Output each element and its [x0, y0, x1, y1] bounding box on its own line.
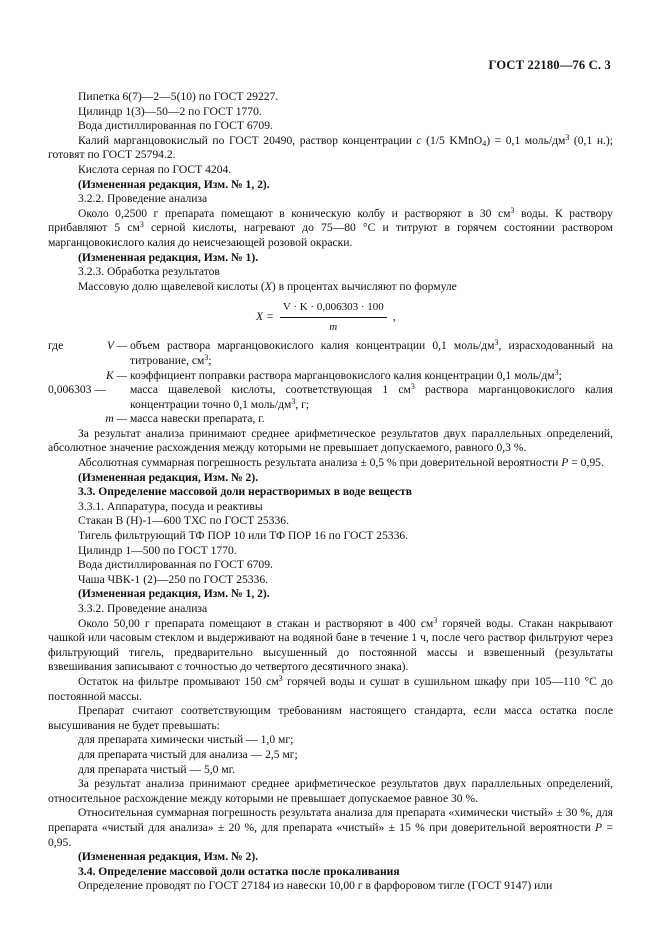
def-symbol-m: m — — [105, 412, 127, 426]
formula-numerator: V · K · 0,006303 · 100 — [280, 300, 387, 318]
paragraph: Остаток на фильтре промывают 150 $см^3$ горячей воды и сушат в сушильном шкафу при 105—110 °С до постоянной массы. — [48, 673, 613, 703]
reagent-line: Цилиндр 1(3)—50—2 по ГОСТ 1770. — [78, 104, 262, 118]
variable-definitions — [48, 339, 613, 427]
section-heading: 3.3.2. Проведение анализа — [78, 602, 208, 615]
section-heading-bold: 3.3. Определение массовой доли нерастворимых в воде веществ — [78, 485, 413, 499]
formula-fraction — [280, 300, 387, 334]
def-symbol-k: K — — [106, 368, 127, 382]
reagent-line: Пипетка 6(7)—2—5(10) по ГОСТ 29227. — [78, 90, 279, 103]
section-heading-bold: 3.4. Определение массовой доли остатка после прокаливания — [78, 864, 400, 878]
section-heading: 3.2.3. Обработка результатов — [78, 265, 220, 279]
apparatus-line: Цилиндр 1—500 по ГОСТ 1770. — [78, 543, 237, 557]
def-symbol-v: V — — [106, 339, 127, 353]
def-symbol-const: 0,006303 — — [48, 383, 106, 397]
apparatus-line: Тигель фильтрующий ТФ ПОР 10 или ТФ ПОР 16 по ГОСТ 25336. — [78, 529, 409, 543]
apparatus-line: Чаша ЧВК-1 (2)—250 по ГОСТ 25336. — [78, 572, 269, 586]
revision-note: (Измененная редакция, Изм. № 2). — [78, 850, 259, 864]
formula-denominator: m — [329, 320, 338, 333]
section-heading: 3.3.1. Аппаратура, посуда и реактивы — [78, 499, 263, 513]
paragraph: Определение проводят по ГОСТ 27184 из навески 10,00 г в фарфоровом тигле (ГОСТ 9147) или — [78, 879, 553, 893]
reagent-line: Вода дистиллированная по ГОСТ 6709. — [78, 119, 273, 133]
formula-lhs: X = — [256, 310, 274, 324]
revision-note: (Измененная редакция, Изм. № 2). — [78, 470, 259, 484]
paragraph: Абсолютная суммарная погрешность результата анализа ± 0,5 % при доверительной вероятности P = 0,95. — [78, 456, 604, 470]
apparatus-line: Вода дистиллированная по ГОСТ 6709. — [78, 558, 273, 572]
revision-note: (Измененная редакция, Изм. № 1, 2). — [78, 177, 270, 191]
def-text-v: объем раствора марганцовокислого калия концентрации 0,1 моль/$дм^3$, израсходованный на титрование, $см^3$; — [130, 338, 613, 367]
paragraph: Массовую долю щавелевой кислоты (X) в процентах вычисляют по формуле — [78, 279, 457, 293]
paragraph: Около 50,00 г препарата помещают в стакан и растворяют в 400 $см^3$ горячей воды. Стакан накрывают чашкой или часовым стеклом и выдерживают на водяной бане в течение 1 ч, после чего раствор фильтруют через фильтрующий тигель, предварительно высушенный до постоянной массы и взвешенный (результаты взвешивания записывают с точностью до четвертого десятичного знака). — [48, 615, 613, 674]
def-text-k: коэффициент поправки раствора марганцовокислого калия концентрации 0,1 моль/$дм^3$; — [130, 367, 562, 382]
paragraph: Около 0,2500 г препарата помещают в коническую колбу и растворяют в 30 $см^3$ воды. К раствору прибавляют 5 $см^3$ серной кислоты, нагревают до 75—80 °С и титруют в горячем состоянии раствором марганцовокислого калия до неисчезающей розовой окраски. — [48, 205, 613, 249]
def-text-m: масса навески препарата, г. — [130, 412, 265, 426]
reagent-line: Калий марганцовокислый по ГОСТ 20490, раствор концентрации c (1/5 KMnO$_4$) = 0,1 моль/$дм^3$ (0,1 н.); готовят по ГОСТ 25794.2. — [48, 132, 613, 162]
apparatus-line: Стакан В (Н)-1—600 ТХС по ГОСТ 25336. — [78, 514, 289, 528]
section-heading: 3.2.2. Проведение анализа — [78, 192, 208, 206]
limit-line: для препарата чистый для анализа — 2,5 мг; — [78, 747, 298, 761]
where-label: где — [48, 339, 64, 353]
limit-line: для препарата чистый — 5,0 мг. — [78, 762, 236, 776]
formula-tail: , — [392, 310, 396, 324]
formula — [256, 297, 613, 337]
paragraph: За результат анализа принимают среднее арифметическое результатов двух параллельных определений, абсолютное значение расхождения между которыми не превышает допускаемого, равного 0,3 %. — [48, 426, 613, 455]
paragraph: За результат анализа принимают среднее арифметическое результатов двух параллельных определений, относительное расхождение между которыми не превышает допускаемое равное 30 %. — [48, 777, 613, 805]
limit-line: для препарата химически чистый — 1,0 мг; — [78, 733, 294, 747]
reagent-line: Кислота серная по ГОСТ 4204. — [78, 162, 232, 176]
document-body — [48, 90, 613, 894]
paragraph: Относительная суммарная погрешность результата анализа для препарата «химически чистый» ± 30 %, для препарата «чистый для анализа» ± 20 %, для препарата «чистый» ± 15 % при доверительной вероятности P = 0,95. — [48, 806, 613, 849]
def-text-const: масса щавелевой кислоты, соответствующая 1 $см^3$ раствора марганцовокислого калия концентрации точно 0,1 моль/$дм^3$, г; — [130, 382, 613, 411]
paragraph: Препарат считают соответствующим требованиям настоящего стандарта, если масса остатка после высушивания не будет превышать: — [48, 704, 613, 732]
revision-note: (Измененная редакция, Изм. № 1). — [78, 250, 259, 264]
page-header: ГОСТ 22180—76 С. 3 — [488, 58, 611, 72]
revision-note: (Измененная редакция, Изм. № 1, 2). — [78, 587, 270, 601]
